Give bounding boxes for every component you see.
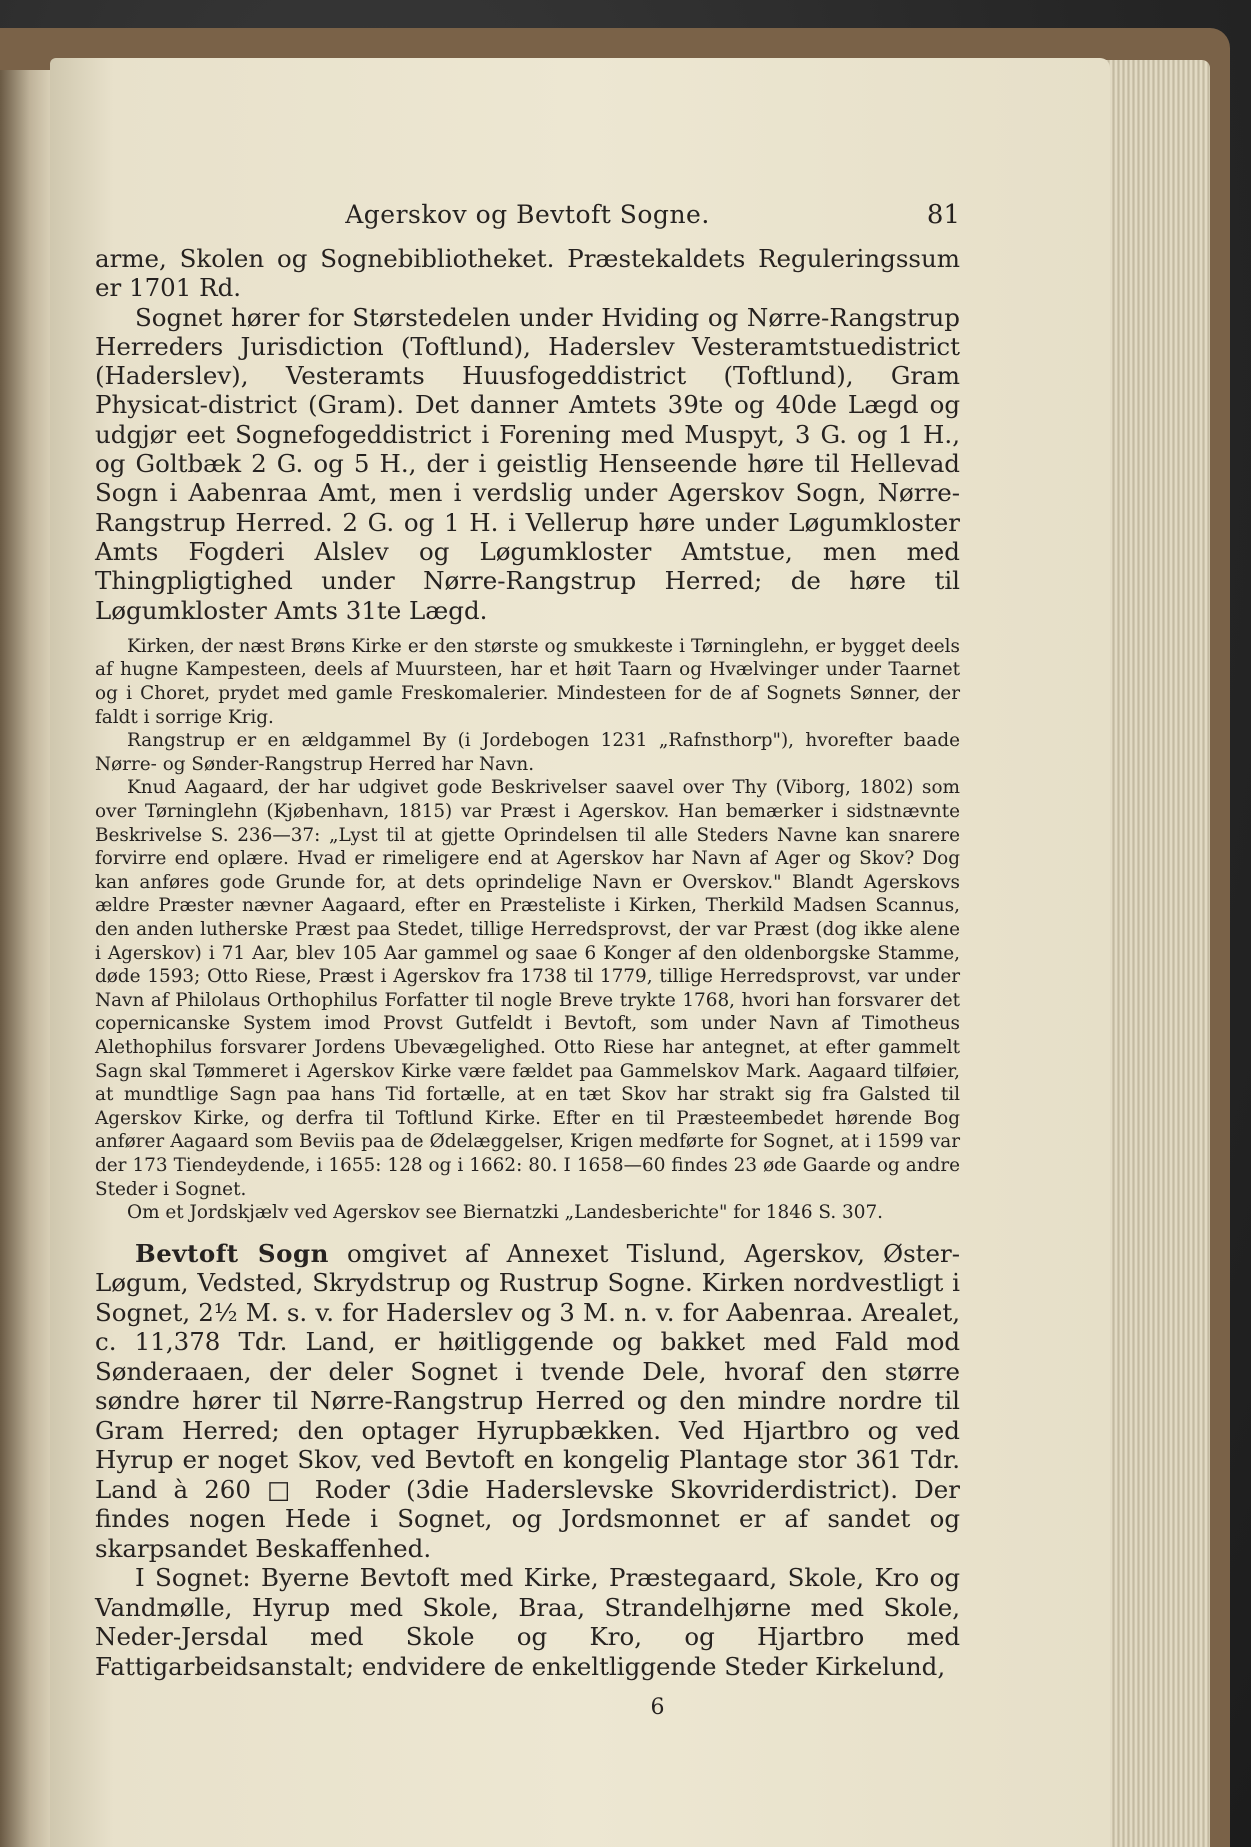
section-paragraph-1 (95, 1239, 960, 1564)
page-number: 81 (926, 200, 960, 230)
page-header (95, 200, 960, 244)
paragraph-jurisdiction: Sognet hører for Størstedelen under Hviding og Nørre-Rangstrup Herreders Jurisdiction (Toftlund), Haderslev Vesteramtstuedistrict (Haderslev), Vesteramts Huusfogeddistrict (Toftlund), Gram Physicat-district (Gram). Det danner Amtets 39te og 40de Lægd og udgjør eet Sognefogeddistrict i Forening med Muspyt, 3 G. og 1 H., og Goltbæk 2 G. og 5 H., der i geistlig Henseende høre til Hellevad Sogn i Aabenraa Amt, men i verdslig under Agerskov Sogn, Nørre-Rangstrup Herred. 2 G. og 1 H. i Vellerup høre under Løgumkloster Amts Fogderi Alslev og Løgumkloster Amtstue, men med Thingpligtighed under Nørre-Rangstrup Herred; de høre til Løgumkloster Amts 31te Lægd. (95, 302, 960, 625)
left-page-edge (0, 70, 50, 1847)
note-aagaard: Knud Aagaard, der har udgivet gode Beskrivelser saavel over Thy (Viborg, 1802) som over Tørninglehn (Kjøbenhavn, 1815) var Præst i Agerskov. Han bemærker i sidstnævnte Beskrivelse S. 236—37: „Lyst til at gjette Oprindelsen til alle Steders Navne kan snarere forvirre end oplære. Hvad er rimeligere end at Agerskov har Navn af Ager og Skov? Dog kan anføres gode Grunde for, at dets oprindelige Navn er Overskov." Blandt Agerskovs ældre Præster nævner Aagaard, efter en Præsteliste i Kirken, Therkild Madsen Scannus, den anden lutherske Præst paa Stedet, tillige Herredsprovst, der var Præst (dog ikke alene i Agerskov) i 71 Aar, blev 105 Aar gammel og saae 6 Konger af den oldenborgske Stamme, døde 1593; Otto Riese, Præst i Agerskov fra 1738 til 1779, tillige Herredsprovst, var under Navn af Philolaus Orthophilus Forfatter til nogle Breve trykte 1768, hvori han forsvarer det copernicanske System imod Provst Gutfeldt i Bevtoft, som under Navn af Timotheus Alethophilus forsvarer Jordens Ubevægelighed. Otto Riese har antegnet, at efter gammelt Sagn skal Tømmeret i Agerskov Kirke være fældet paa Gammelskov Mark. Aagaard tilføier, at mundtlige Sagn paa hans Tid fortælle, at en tæt Skov har strakt sig fra Galsted til Agerskov Kirke, og derfra til Toftlund Kirke. Efter en til Præsteembedet hørende Bog anfører Aagaard som Beviis paa de Ødelæggelser, Krigen medførte for Sognet, at i 1599 var der 173 Tiendeydende, i 1655: 128 og i 1662: 80. I 1658—60 findes 23 øde Gaarde og andre Steder i Sognet. (95, 777, 960, 1200)
notes-block (95, 635, 960, 1225)
note-church: Kirken, der næst Brøns Kirke er den største og smukkeste i Tørninglehn, er bygget deels af hugne Kampesteen, deels af Muursteen, har et høit Taarn og Hvælvinger under Taarnet og i Choret, prydet med gamle Freskomalerier. Mindesteen for de af Sognets Sønner, der faldt i sorrige Krig. (95, 635, 960, 728)
section-paragraph-2: I Sognet: Byerne Bevtoft med Kirke, Præstegaard, Skole, Kro og Vandmølle, Hyrup med Skole, Braa, Strandelhjørne med Skole, Neder-Jersdal med Skole og Kro, og Hjartbro med Fattigarbeidsanstalt; endvidere de enkeltliggende Steder Kirkelund, (95, 1563, 960, 1681)
bevtoft-section (95, 1239, 960, 1682)
section-paragraph-1-text: omgivet af Annexet Tislund, Agerskov, Øster-Løgum, Vedsted, Skrydstrup og Rustrup Sogne. Kirken nordvestligt i Sognet, 2½ M. s. v. for Haderslev og 3 M. n. v. for Aabenraa. Arealet, c. 11,378 Tdr. Land, er høitliggende og bakket med Fald mod Sønderaaen, der deler Sognet i tvende Dele, hvoraf den større søndre hører til Nørre-Rangstrup Herred og den mindre nordre til Gram Herred; den optager Hyrupbækken. Ved Hjartbro og ved Hyrup er noget Skov, ved Bevtoft en kongelig Plantage stor 361 Tdr. Land à 260 □ Roder (3die Haderslevske Skovriderdistrict). Der findes nogen Hede i Sognet, og Jordsmonnet er af sandet og skarpsandet Beskaffenhed. (95, 1238, 960, 1563)
note-rangstrup: Rangstrup er en ældgammel By (i Jordebogen 1231 „Rafnsthorp"), hvorefter baade Nørre- og Sønder-Rangstrup Herred har Navn. (95, 730, 960, 775)
page-text-block (95, 200, 960, 1720)
note-earthquake: Om et Jordskjælv ved Agerskov see Biernatzki „Landesberichte" for 1846 S. 307. (127, 1202, 884, 1224)
running-head: Agerskov og Bevtoft Sogne. (345, 200, 710, 229)
paragraph-continuation: arme, Skolen og Sognebibliotheket. Præstekaldets Reguleringssum er 1701 Rd. (95, 244, 960, 303)
section-title: Bevtoft Sogn (135, 1238, 329, 1268)
main-body (95, 244, 960, 625)
sheet-signature-number: 6 (650, 1695, 665, 1721)
